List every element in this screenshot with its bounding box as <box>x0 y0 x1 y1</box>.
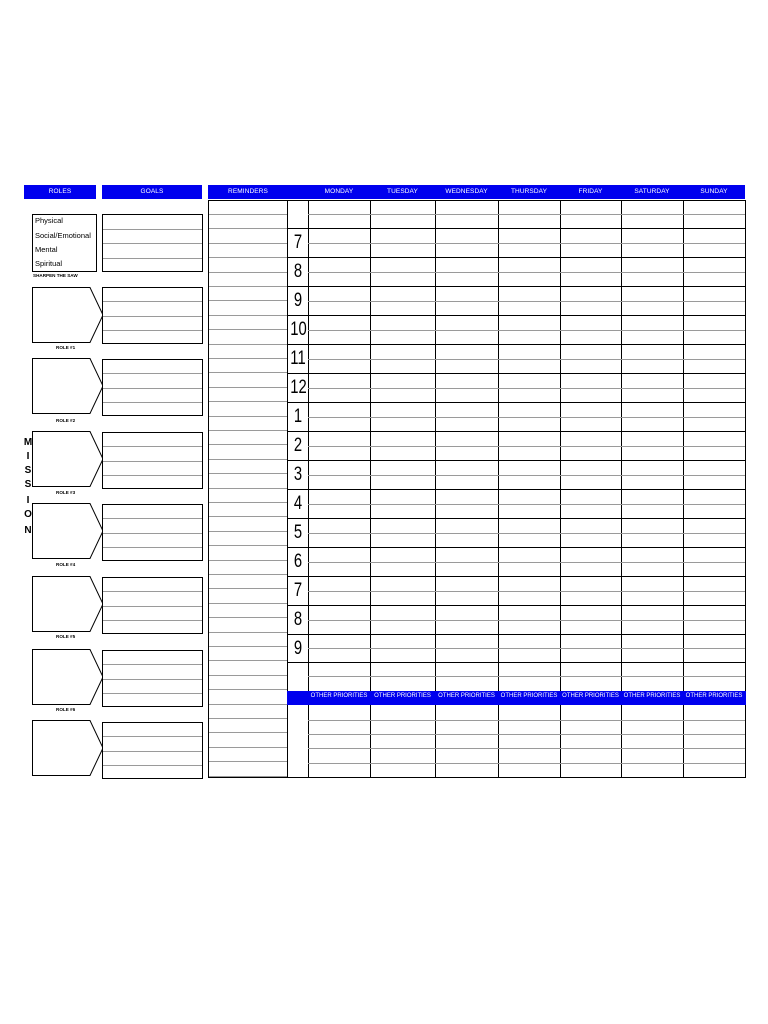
reminder-line <box>209 272 287 273</box>
role-label-4: ROLE #4 <box>56 562 76 567</box>
reminder-line <box>209 300 287 301</box>
mission-letter: S <box>24 479 32 490</box>
reminder-line <box>209 243 287 244</box>
reminder-line <box>209 358 287 359</box>
hour-label: 11 <box>290 348 306 369</box>
priority-line <box>308 734 745 735</box>
other-priorities-label: OTHER PRIORITIES <box>623 693 681 699</box>
day-header-sunday: SUNDAY <box>700 188 728 195</box>
hour-label: 9 <box>293 290 303 311</box>
grid-half-line <box>308 301 745 302</box>
grid-half-line <box>308 475 745 476</box>
sharpen-saw-item: Mental <box>35 245 58 254</box>
grid-half-line <box>308 504 745 505</box>
grid-half-line <box>308 330 745 331</box>
role-shape-7[interactable] <box>32 720 104 776</box>
goal-line <box>103 736 202 737</box>
role-label-3: ROLE #3 <box>56 490 76 495</box>
reminder-line <box>209 588 287 589</box>
priority-line <box>308 720 745 721</box>
reminder-line <box>209 459 287 460</box>
other-priorities-label: OTHER PRIORITIES <box>685 693 743 699</box>
goal-line <box>103 258 202 259</box>
day-header-wednesday: WEDNESDAY <box>445 188 488 195</box>
reminder-line <box>209 675 287 676</box>
reminder-line <box>209 617 287 618</box>
reminder-line <box>209 704 287 705</box>
reminder-line <box>209 531 287 532</box>
grid-hour-line <box>288 489 745 490</box>
other-priorities-label: OTHER PRIORITIES <box>562 693 619 699</box>
reminder-line <box>209 761 287 762</box>
reminder-line <box>209 502 287 503</box>
reminder-line <box>209 516 287 517</box>
grid-hour-line <box>288 286 745 287</box>
goal-line <box>103 620 202 621</box>
hour-label: 8 <box>293 261 303 282</box>
grid-hour-line <box>288 344 745 345</box>
reminders-header: REMINDERS <box>208 185 288 199</box>
other-priorities-label: OTHER PRIORITIES <box>310 693 368 699</box>
priority-line <box>308 748 745 749</box>
grid-half-line <box>308 591 745 592</box>
grid-half-line <box>308 417 745 418</box>
mission-letter: O <box>24 509 32 520</box>
reminder-line <box>209 416 287 417</box>
goal-line <box>103 693 202 694</box>
other-priorities-label: OTHER PRIORITIES <box>438 693 495 699</box>
sharpen-saw-label: SHARPEN THE SAW <box>33 273 78 278</box>
reminder-line <box>209 401 287 402</box>
role-shape-2[interactable] <box>32 358 104 414</box>
reminder-line <box>209 574 287 575</box>
reminder-line <box>209 228 287 229</box>
grid-half-line <box>308 620 745 621</box>
goal-line <box>103 664 202 665</box>
reminder-line <box>209 689 287 690</box>
grid-hour-line <box>288 605 745 606</box>
mission-letter: M <box>23 437 33 448</box>
reminder-line <box>209 444 287 445</box>
reminder-line <box>209 257 287 258</box>
role-shape-3[interactable] <box>32 431 104 487</box>
grid-half-line <box>308 648 745 649</box>
goal-line <box>103 402 202 403</box>
mission-letter: I <box>26 495 30 506</box>
role-label-1: ROLE #1 <box>56 345 76 350</box>
reminder-line <box>209 286 287 287</box>
day-header-saturday: SATURDAY <box>634 188 670 195</box>
grid-hour-line <box>288 257 745 258</box>
hour-label: 6 <box>293 551 303 572</box>
grid-half-line <box>308 359 745 360</box>
reminder-line <box>209 473 287 474</box>
reminder-line <box>209 732 287 733</box>
role-label-2: ROLE #2 <box>56 418 76 423</box>
roles-header: ROLES <box>24 185 96 199</box>
sharpen-saw-item: Spiritual <box>35 259 63 268</box>
role-label-6: ROLE #6 <box>56 707 76 712</box>
reminder-line <box>209 632 287 633</box>
grid-hour-line <box>288 518 745 519</box>
hour-label: 8 <box>293 609 303 630</box>
goal-line <box>103 229 202 230</box>
mission-letter: I <box>26 451 30 462</box>
grid-hour-line <box>288 315 745 316</box>
reminder-line <box>209 560 287 561</box>
grid-hour-line <box>288 373 745 374</box>
priority-line <box>308 763 745 764</box>
grid-half-line <box>308 562 745 563</box>
goal-line <box>103 751 202 752</box>
grid-hour-line <box>288 662 745 663</box>
grid-half-line <box>308 388 745 389</box>
grid-half-line <box>308 676 745 677</box>
goal-line <box>103 330 202 331</box>
grid-hour-line <box>288 460 745 461</box>
grid-half-line <box>308 214 745 215</box>
day-header-friday: FRIDAY <box>578 188 603 195</box>
grid-hour-line <box>288 228 745 229</box>
hour-label: 2 <box>293 435 303 456</box>
role-shape-1[interactable] <box>32 287 104 343</box>
hour-label: 5 <box>293 522 303 543</box>
reminder-line <box>209 718 287 719</box>
other-priorities-label: OTHER PRIORITIES <box>374 693 431 699</box>
goal-line <box>103 373 202 374</box>
grid-half-line <box>308 446 745 447</box>
goals-header: GOALS <box>102 185 202 199</box>
hour-label: 9 <box>293 638 303 659</box>
grid-hour-line <box>288 547 745 548</box>
other-priorities-label: OTHER PRIORITIES <box>500 693 558 699</box>
grid-half-line <box>308 243 745 244</box>
goal-line <box>103 461 202 462</box>
reminder-line <box>209 430 287 431</box>
grid-hour-line <box>288 634 745 635</box>
hour-label: 4 <box>293 493 303 514</box>
goal-line <box>103 547 202 548</box>
reminder-line <box>209 776 287 777</box>
reminder-line <box>209 660 287 661</box>
reminder-line <box>209 329 287 330</box>
day-header-tuesday: TUESDAY <box>387 188 418 195</box>
reminder-line <box>209 488 287 489</box>
sharpen-saw-item: Physical <box>35 216 63 225</box>
hour-label: 12 <box>290 377 307 398</box>
goal-line <box>103 301 202 302</box>
grid-half-line <box>308 533 745 534</box>
reminder-line <box>209 214 287 215</box>
reminder-line <box>209 646 287 647</box>
hour-label: 3 <box>293 464 303 485</box>
role-label-5: ROLE #5 <box>56 634 76 639</box>
hour-label: 7 <box>293 232 303 253</box>
goal-line <box>103 243 202 244</box>
hour-label: 10 <box>290 319 307 340</box>
goal-line <box>103 679 202 680</box>
goal-line <box>103 765 202 766</box>
grid-hour-line <box>288 402 745 403</box>
hour-label: 1 <box>293 406 303 427</box>
grid-half-line <box>308 272 745 273</box>
reminder-line <box>209 315 287 316</box>
hour-label: 7 <box>293 580 303 601</box>
goal-line <box>103 388 202 389</box>
goal-line <box>103 591 202 592</box>
role-shape-4[interactable] <box>32 503 104 559</box>
grid-hour-line <box>288 576 745 577</box>
goal-line <box>103 446 202 447</box>
reminder-line <box>209 387 287 388</box>
mission-letter: S <box>24 465 32 476</box>
role-shape-5[interactable] <box>32 576 104 632</box>
day-header-monday: MONDAY <box>324 188 354 195</box>
mission-letter: N <box>24 525 32 536</box>
reminder-line <box>209 747 287 748</box>
goal-line <box>103 533 202 534</box>
role-shape-6[interactable] <box>32 649 104 705</box>
goal-line <box>103 606 202 607</box>
reminder-line <box>209 603 287 604</box>
day-header-thursday: THURSDAY <box>510 188 548 195</box>
sharpen-saw-item: Social/Emotional <box>35 231 91 240</box>
reminder-line <box>209 372 287 373</box>
grid-hour-line <box>288 431 745 432</box>
goal-line <box>103 316 202 317</box>
reminder-line <box>209 344 287 345</box>
reminder-line <box>209 545 287 546</box>
goal-line <box>103 475 202 476</box>
goal-line <box>103 518 202 519</box>
